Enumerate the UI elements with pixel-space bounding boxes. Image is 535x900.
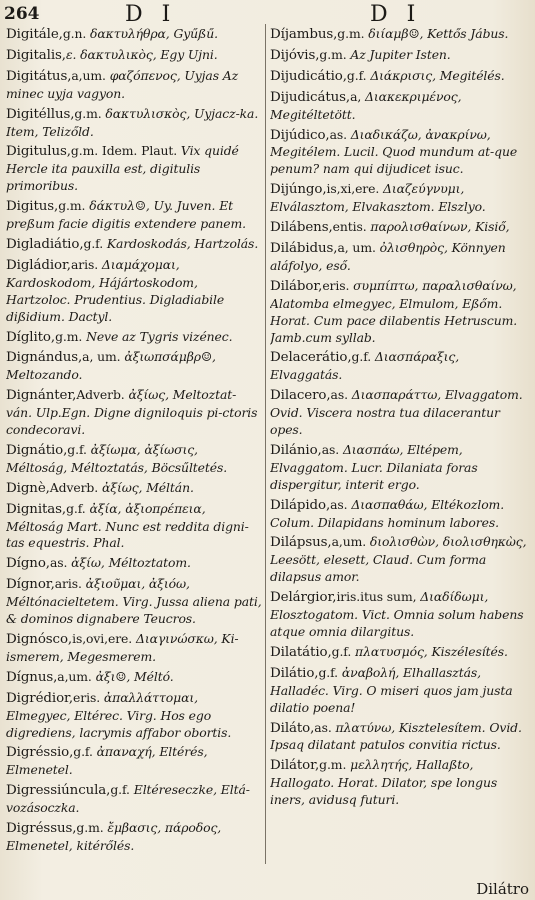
grammar-note: a, um.	[337, 239, 376, 255]
definition: ἀξιωπσάμβρ☺, Meltozando.	[6, 349, 216, 383]
dictionary-entry	[6, 329, 262, 347]
dictionary-entry	[6, 198, 262, 233]
dictionary-entry	[270, 240, 530, 275]
headword: Diláto,	[270, 720, 315, 736]
dictionary-entry	[270, 278, 530, 347]
headword: Dilábens,	[270, 220, 333, 236]
headword: Digitátus,	[6, 68, 72, 84]
headword: Dignándus,	[6, 350, 83, 366]
grammar-note: a,	[350, 88, 362, 104]
definition: Διαδικάζω, ἀνακρίνω, Megitélem. Lucil. Quod mundum at-que penum? nam qui dijudicet isuc.	[270, 126, 518, 177]
dictionary-entry	[6, 257, 262, 326]
dictionary-entry	[6, 387, 262, 439]
headword: Digressiúncula,	[6, 783, 111, 799]
dictionary-entry	[270, 68, 530, 86]
grammar-note: g.f.	[66, 500, 86, 516]
definition: παρολισθαίνων, Kisiő,	[366, 219, 510, 235]
headword: Digitus,	[6, 199, 59, 215]
dictionary-entry	[6, 442, 262, 477]
definition: Vix quidé Hercle ita pauxilla est, digitulis primoribus.	[6, 143, 239, 194]
grammar-note: aris.	[54, 576, 82, 592]
grammar-note: Adverb.	[49, 479, 99, 495]
dictionary-entry	[270, 497, 530, 532]
headword: Dignósco,	[6, 632, 73, 647]
definition: ἀναβολή, Elhallasztás, Halladéc. Virg. O miseri quos jam justa dilatio poena!	[270, 664, 513, 715]
definition: δακτυλήθρα, Gyűßű.	[86, 26, 218, 41]
definition: ἀξίω, Méltoztatom.	[67, 555, 191, 571]
dictionary-entry	[270, 589, 530, 641]
grammar-note: g.m. Idem. Plaut.	[70, 143, 178, 159]
headword: Díglito,	[6, 329, 56, 345]
definition: Διαδίδωμι, Elosztogatom. Vict. Omnia solum habens atque omnia dilargitus.	[270, 589, 524, 639]
dictionary-entry	[270, 534, 530, 586]
dictionary-entry	[270, 47, 530, 65]
headword: Dilátor,	[270, 758, 320, 774]
grammar-note: g.f.	[73, 744, 93, 760]
grammar-note: entis.	[332, 219, 367, 235]
page-number: 264	[4, 4, 40, 24]
dictionary-entry	[270, 349, 530, 384]
definition: Διαζεύγνυμι, Elválasztom, Elvakasztom. Elszlyo.	[270, 181, 486, 215]
definition: ἀξίωμα, ἀξίωσις, Méltoság, Méltoztatás, Böcsűltetés.	[6, 441, 228, 475]
dictionary-entry	[270, 127, 530, 179]
headword: Dilábor,	[270, 278, 323, 294]
definition: Neve az Tygris vizénec.	[82, 328, 233, 344]
headword: Dilápsus,	[270, 535, 332, 551]
definition: πλατύνω, Kisztelesítem. Ovid. Ipsaq dilatant patulos convitia rictus.	[270, 719, 522, 753]
definition: Eltéreseczke, Eltá-vozásoczka.	[6, 782, 250, 816]
right-column	[270, 26, 530, 861]
dictionary-entry	[6, 820, 262, 855]
grammar-note: as.	[321, 441, 340, 457]
dictionary-entry	[270, 442, 530, 494]
headword: Digitále,	[6, 27, 63, 42]
dictionary-entry	[6, 480, 262, 498]
dictionary-entry	[270, 387, 530, 439]
headword: Dijúngo,	[270, 182, 327, 198]
definition: Διασπάραξις, Elvaggatás.	[270, 349, 460, 383]
definition: πλατυσμός, Kiszélesítés.	[351, 643, 508, 659]
left-column	[6, 26, 262, 861]
definition: ἀξι☺, Méltó.	[91, 668, 174, 684]
definition: ἀξίως, Meltoztat-ván. Ulp.Egn. Digne digniloquis pi-ctoris condecoravi.	[6, 387, 258, 438]
grammar-note: g.m.	[55, 328, 83, 344]
dictionary-entry	[270, 665, 530, 717]
headword: Digréssio,	[6, 745, 74, 761]
headword: Dignitas,	[6, 501, 67, 517]
grammar-note: g.f.	[346, 67, 367, 83]
definition: ἀπαλλάττομαι, Elmegyec, Eltérec. Virg. Hos ego digrediens, lacrymis affabor obortis.	[6, 689, 232, 740]
headword: Díjambus,	[270, 27, 338, 42]
grammar-note: g.f.	[83, 235, 104, 251]
grammar-note: g.f.	[67, 441, 87, 457]
definition: ὀλισθηρὸς, Könnyen aláfolyo, eső.	[270, 239, 506, 273]
definition: Az Jupiter Isten.	[346, 46, 451, 62]
grammar-note: g.m.	[319, 46, 347, 62]
dictionary-entry	[270, 219, 530, 237]
grammar-note: as.	[330, 496, 348, 512]
running-head-left: D I	[125, 2, 177, 27]
definition: Διαγινώσκω, Ki-ismerem, Megesmerem.	[6, 631, 239, 664]
grammar-note: g.f.	[331, 643, 352, 659]
grammar-note: aris.	[70, 256, 99, 272]
headword: Dilátio,	[270, 665, 319, 681]
grammar-note: iris.itus sum,	[336, 589, 417, 605]
grammar-note: g.m.	[58, 198, 86, 214]
dictionary-entry	[270, 720, 530, 755]
definition: Kardoskodás, Hartzolás.	[103, 235, 259, 251]
definition: Διασπαράττω, Elvaggatom. Ovid. Viscera nostra tua dilacerantur opes.	[270, 387, 523, 438]
dictionary-entry	[270, 644, 530, 662]
headword: Dignátio,	[6, 442, 68, 458]
headword: Dígnor,	[6, 577, 55, 593]
definition: Διαμάχομαι, Kardoskodom, Hájártoskodom, Hartzoloc. Prudentius. Digladiabile dißidium. Dactyl.	[6, 256, 225, 324]
dictionary-entry	[6, 576, 262, 628]
grammar-note: Adverb.	[76, 387, 125, 403]
definition: συμπίπτω, παραλισθαίνω, Alatomba elmegyec, Elmulom, Eßőm. Horat. Cum pace dilabentis Hetruscum. Jamb.cum syllab.	[270, 277, 518, 345]
headword: Dijudicátio,	[270, 68, 347, 84]
grammar-note: a,um.	[331, 534, 367, 550]
dictionary-entry	[270, 757, 530, 809]
grammar-note: g.f.	[110, 782, 130, 798]
headword: Dignánter,	[6, 388, 77, 404]
dictionary-entry	[270, 89, 530, 124]
grammar-note: g.f.	[318, 664, 339, 680]
headword: Digládior,	[6, 257, 71, 273]
definition: Διασπάω, Eltépem, Elvaggatom. Lucr. Dilaniata foras dispergitur, interit ergo.	[270, 441, 478, 492]
grammar-note: a, um.	[82, 349, 121, 365]
grammar-note: g.f.	[351, 349, 372, 365]
grammar-note: as.	[49, 555, 68, 571]
grammar-note: a,um.	[71, 67, 106, 83]
definition: μελλητής, Hallaßto, Hallogato. Horat. Dilator, spe longus iners, avidusq futuri.	[270, 757, 498, 808]
dictionary-entry	[270, 26, 530, 44]
grammar-note: as.	[329, 126, 347, 142]
headword: Dilatátio,	[270, 644, 332, 660]
headword: Dijudicátus,	[270, 89, 351, 105]
dictionary-entry	[270, 181, 530, 216]
dictionary-entry	[6, 106, 262, 141]
headword: Dignè,	[6, 480, 50, 496]
definition: διίαμβ☺, Kettős Jábus.	[364, 26, 509, 41]
dictionary-entry	[6, 555, 262, 573]
dictionary-entry	[6, 669, 262, 687]
definition: ἀξίως, Méltán.	[98, 479, 194, 495]
grammar-note: is,ovi,ere.	[72, 631, 133, 646]
headword: Delacerátio,	[270, 350, 352, 366]
definition: δάκτυλ☺, Uy. Juven. Et preßum facie digitis extendere panem.	[6, 198, 246, 232]
dictionary-entry	[6, 143, 262, 195]
headword: Delárgior,	[270, 590, 337, 606]
grammar-note: as.	[314, 719, 332, 735]
definition: ἀπαναχή, Eltérés, Elmenetel.	[6, 744, 208, 778]
dictionary-entry	[6, 631, 262, 666]
dictionary-entry	[6, 690, 262, 742]
definition: Διακεκριμένος, Megitéltetött.	[270, 88, 462, 122]
grammar-note: g.m.	[74, 105, 102, 121]
dictionary-entry	[6, 501, 262, 553]
grammar-note: g.m.	[337, 26, 365, 41]
catchword: Dilátro	[476, 880, 529, 898]
definition: διολισθὼν, διολισθηκὼς, Leesött, elesett, Claud. Cum forma dilapsus amor.	[270, 534, 527, 585]
headword: Dilábidus,	[270, 240, 338, 256]
headword: Digrédior,	[6, 690, 74, 706]
headword: Dilacero,	[270, 388, 331, 404]
page-header	[0, 2, 535, 28]
headword: Dijóvis,	[270, 47, 320, 63]
headword: Digitéllus,	[6, 106, 75, 122]
headword: Digréssus,	[6, 821, 77, 837]
definition: Διασπαθάω, Eltékozlom. Colum. Dilapidans hominum labores.	[270, 496, 505, 530]
dictionary-entry	[6, 47, 262, 65]
definition: Διάκρισις, Megitélés.	[366, 67, 505, 83]
dictionary-entry	[6, 782, 262, 817]
headword: Dígno,	[6, 556, 50, 572]
definition: ἔμβασις, πάροδος, Elmenetel, kitérőlés.	[6, 820, 222, 853]
grammar-note: g.n.	[62, 26, 87, 41]
definition: ἀξιοῦμαι, ἀξιόω, Méltónacieltetem. Virg. Jussa aliena pati, & dominos dignabere Teucros.	[6, 576, 262, 627]
definition: ἀξία, ἀξιοπρέπεια, Méltoság Mart. Nunc est reddita digni-tas equestris. Phal.	[6, 500, 249, 551]
dictionary-entry	[6, 26, 262, 44]
grammar-note: a,um.	[57, 668, 92, 684]
grammar-note: g.m.	[319, 757, 347, 773]
dictionary-entry	[6, 744, 262, 779]
headword: Dígnus,	[6, 669, 58, 685]
dictionary-entry	[6, 68, 262, 103]
column-divider	[265, 24, 266, 864]
definition: δακτυλισκὸς, Uyjacz-ka. Item, Telizőld.	[6, 105, 259, 139]
grammar-note: eris.	[322, 277, 350, 293]
dictionary-entry	[6, 349, 262, 384]
headword: Dijúdico,	[270, 127, 330, 143]
headword: Digladiátio,	[6, 236, 84, 252]
running-head-right: D I	[370, 2, 422, 27]
definition: ε. δακτυλικὸς, Egy Ujni.	[65, 46, 218, 62]
grammar-note: is,xi,ere.	[326, 181, 380, 197]
headword: Digitulus,	[6, 144, 71, 160]
grammar-note: as.	[330, 387, 348, 403]
grammar-note: eris.	[73, 689, 101, 705]
headword: Digitalis,	[6, 47, 66, 63]
headword: Dilánio,	[270, 442, 322, 458]
headword: Dilápido,	[270, 497, 331, 513]
dictionary-entry	[6, 236, 262, 254]
grammar-note: g.m.	[76, 820, 104, 836]
definition: φαζόπενος, Uyjas Az minec uyja vagyon.	[6, 67, 239, 101]
